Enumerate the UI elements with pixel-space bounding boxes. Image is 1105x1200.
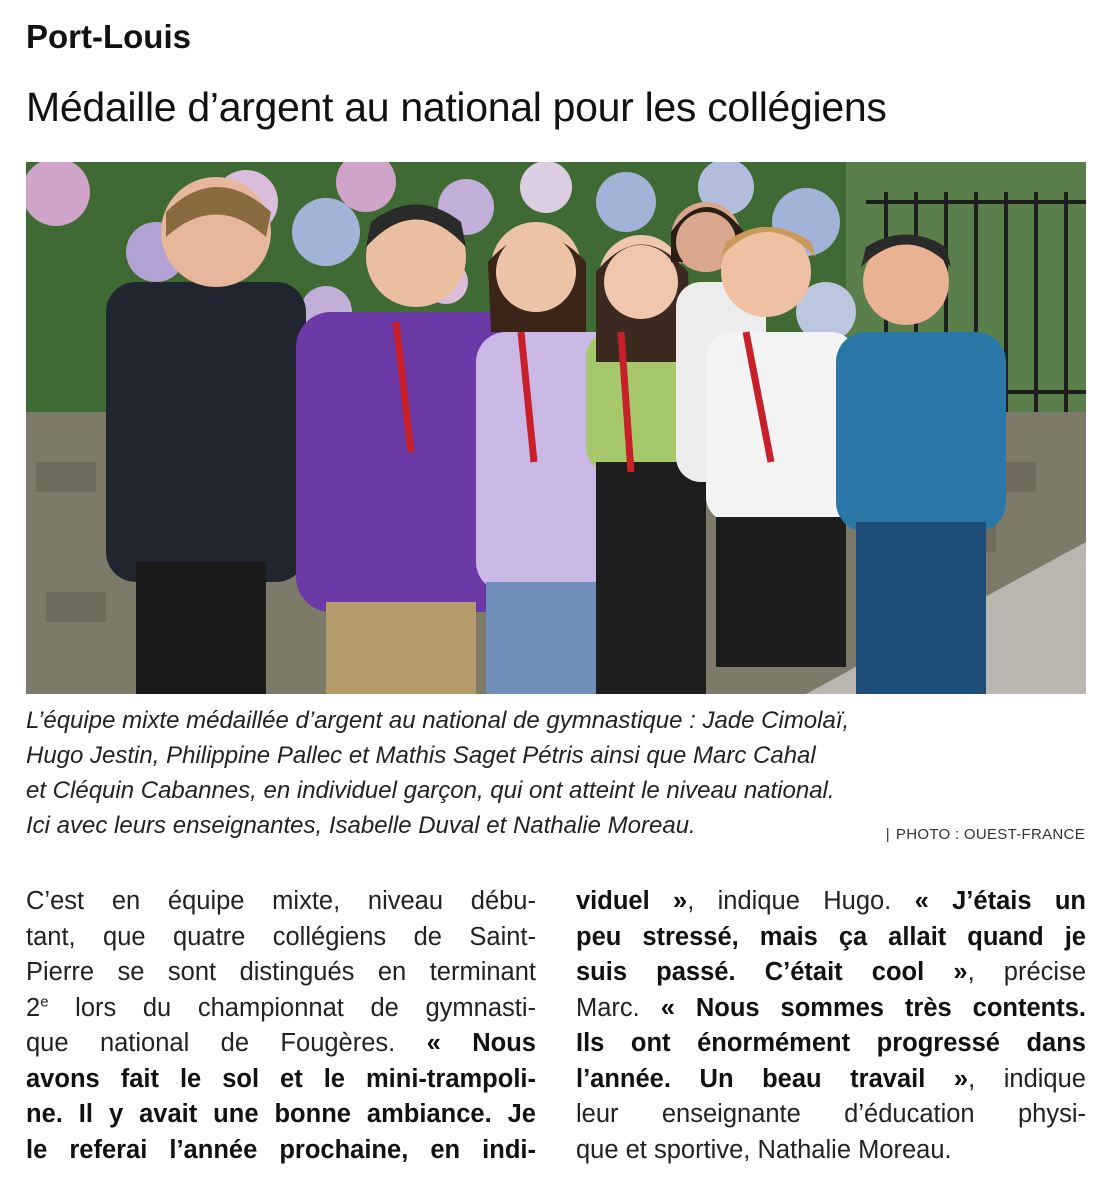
- photo-credit: | PHOTO : OUEST-FRANCE: [885, 826, 1085, 843]
- body-line: tant, que quatre collégiens de Saint-: [26, 922, 536, 951]
- body-line: Ils ont énormément progressé dans: [576, 1029, 1086, 1057]
- body-line: C’est en équipe mixte, niveau débu-: [26, 887, 536, 915]
- body-line: que et sportive, Nathalie Moreau.: [576, 1135, 952, 1164]
- body-line: avons fait le sol et le mini-trampoli-: [26, 1064, 536, 1093]
- body-line: que national de Fougères. « Nous: [26, 1029, 536, 1057]
- group-photo: [26, 162, 1086, 694]
- caption-line-4: Ici avec leurs enseignantes, Isabelle Duval et Nathalie Moreau.: [26, 812, 696, 839]
- body-line: suis passé. C’était cool », précise: [576, 958, 1087, 986]
- article-headline: Médaille d’argent au national pour les collégiens: [26, 84, 887, 130]
- body-column-left: [26, 884, 536, 1168]
- body-line: l’année. Un beau travail », indique: [576, 1064, 1086, 1093]
- body-line: Pierre se sont distingués en terminant: [26, 958, 536, 986]
- body-line: ne. Il y avait une bonne ambiance. Je: [26, 1100, 536, 1128]
- body-line: 2e lors du championnat de gymnasti-: [26, 993, 536, 1022]
- section-rubric: Port-Louis: [26, 18, 191, 55]
- body-line: leur enseignante d’éducation physi-: [576, 1100, 1086, 1128]
- caption-line-2: Hugo Jestin, Philippine Pallec et Mathis Saget Pétris ainsi que Marc Cahal: [26, 742, 816, 769]
- body-line: le referai l’année prochaine, en indi-: [26, 1135, 536, 1164]
- photo-credit-text: PHOTO : OUEST-FRANCE: [895, 826, 1085, 843]
- body-column-right: [576, 884, 1086, 1168]
- body-line: peu stressé, mais ça allait quand je: [576, 922, 1086, 951]
- body-line: Marc. « Nous sommes très contents.: [576, 993, 1086, 1022]
- photo-caption: [26, 703, 1086, 843]
- caption-line-1: L’équipe mixte médaillée d’argent au national de gymnastique : Jade Cimolaï,: [26, 707, 850, 734]
- caption-line-3: et Cléquin Cabannes, en individuel garçon, qui ont atteint le niveau national.: [26, 777, 835, 804]
- body-line: viduel », indique Hugo. « J’étais un: [576, 887, 1087, 915]
